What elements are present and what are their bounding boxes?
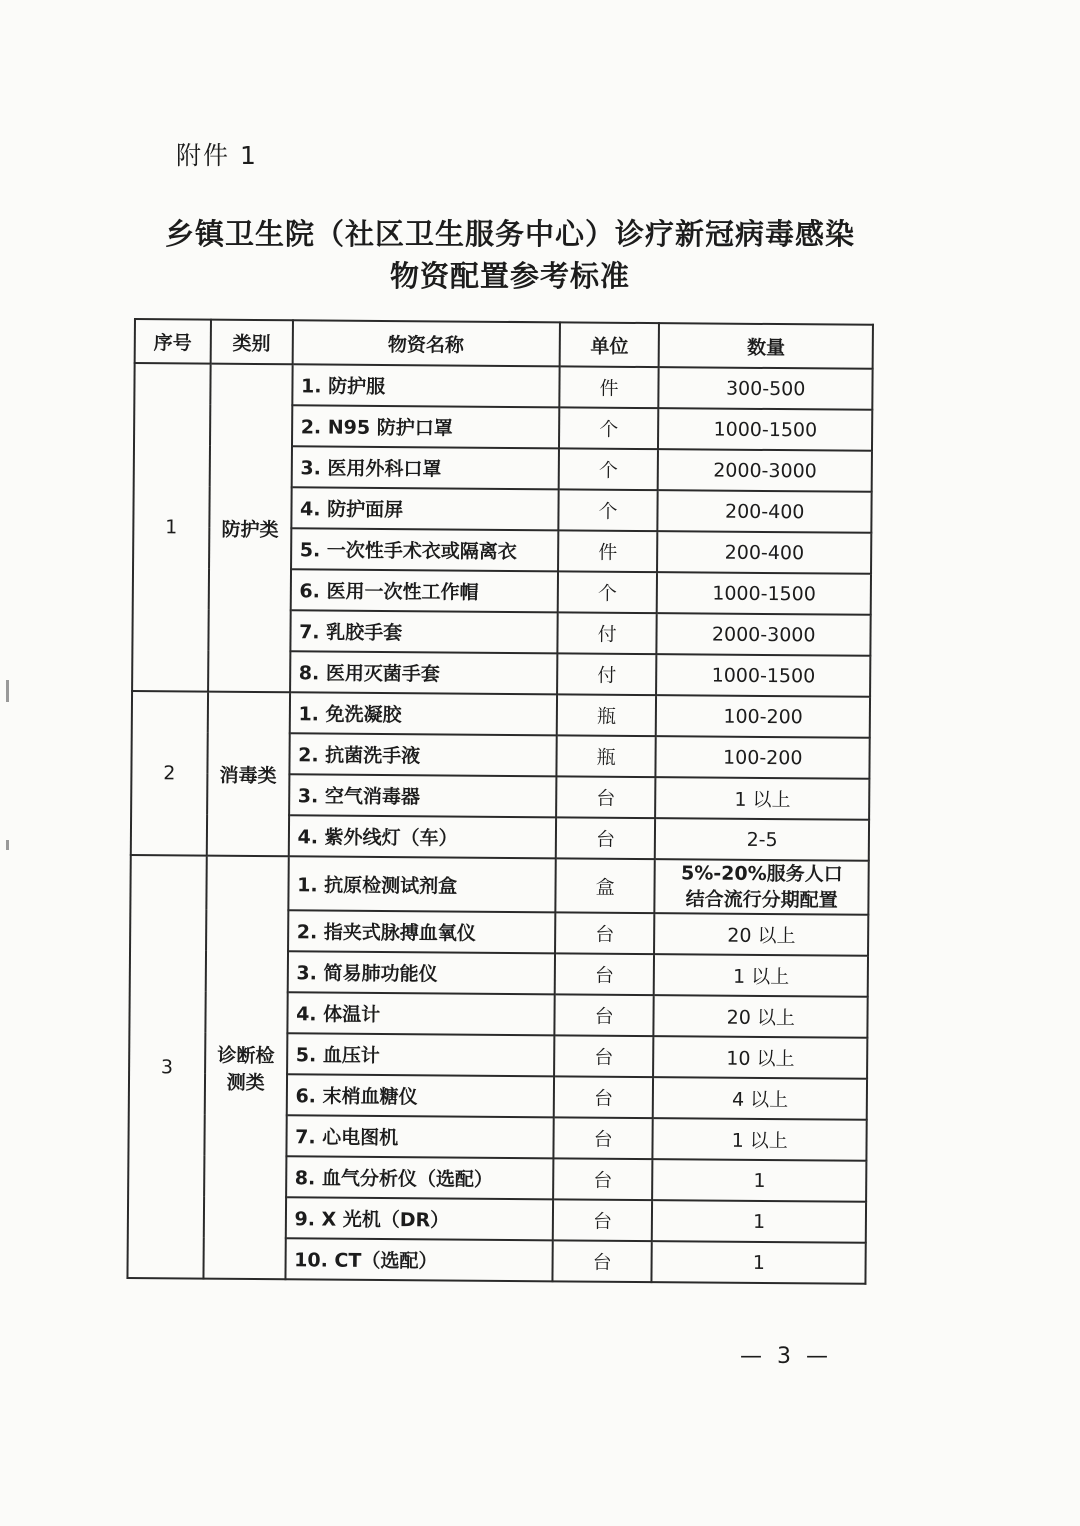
item-qty: 1 bbox=[652, 1200, 866, 1243]
item-qty: 1000-1500 bbox=[658, 408, 872, 451]
materials-table bbox=[126, 318, 874, 1285]
item-qty-line1: 5%-20%服务人口 bbox=[680, 862, 843, 886]
item-unit: 个 bbox=[559, 407, 659, 449]
document-title-line2: 物资配置参考标准 bbox=[389, 259, 630, 293]
item-unit: 付 bbox=[557, 612, 657, 654]
item-unit: 台 bbox=[553, 1158, 653, 1200]
item-unit: 瓶 bbox=[556, 735, 656, 777]
item-qty: 20 以上 bbox=[654, 913, 868, 956]
item-name: 8. 医用灭菌手套 bbox=[290, 651, 557, 694]
item-qty: 2000-3000 bbox=[657, 613, 871, 656]
item-unit: 台 bbox=[556, 776, 656, 818]
item-unit: 台 bbox=[554, 994, 654, 1036]
header-name: 物资名称 bbox=[292, 320, 560, 366]
item-name: 2. N95 防护口罩 bbox=[292, 405, 559, 448]
group-category: 诊断检测类 bbox=[203, 856, 288, 1280]
table-row bbox=[134, 363, 872, 410]
item-name: 2. 指夹式脉搏血氧仪 bbox=[288, 910, 555, 953]
header-no: 序号 bbox=[135, 319, 211, 364]
item-qty: 100-200 bbox=[656, 736, 870, 779]
item-name: 7. 心电图机 bbox=[286, 1115, 553, 1158]
item-qty: 200-400 bbox=[657, 531, 871, 574]
item-name: 6. 医用一次性工作帽 bbox=[290, 569, 557, 612]
item-qty: 100-200 bbox=[656, 695, 870, 738]
item-name: 3. 空气消毒器 bbox=[289, 774, 556, 817]
item-unit: 个 bbox=[557, 571, 657, 613]
item-qty: 1 以上 bbox=[653, 1118, 867, 1161]
item-name: 3. 简易肺功能仪 bbox=[287, 951, 554, 994]
item-unit: 瓶 bbox=[557, 694, 657, 736]
item-name: 4. 体温计 bbox=[287, 992, 554, 1035]
item-qty: 20 以上 bbox=[654, 995, 868, 1038]
item-unit: 台 bbox=[552, 1240, 652, 1282]
item-qty-line2: 结合流行分期配置 bbox=[685, 888, 838, 912]
item-name: 10. CT（选配） bbox=[285, 1238, 552, 1281]
item-name: 6. 末梢血糖仪 bbox=[286, 1074, 553, 1117]
item-name: 4. 紫外线灯（车） bbox=[288, 815, 555, 858]
item-qty: 300-500 bbox=[659, 367, 873, 410]
item-qty: 2-5 bbox=[655, 818, 869, 861]
item-qty bbox=[655, 859, 869, 915]
group-number: 2 bbox=[131, 691, 208, 856]
item-unit: 台 bbox=[553, 1117, 653, 1159]
item-name: 5. 一次性手术衣或隔离衣 bbox=[291, 528, 558, 571]
item-qty: 1 以上 bbox=[656, 777, 870, 820]
item-unit: 台 bbox=[554, 953, 654, 995]
item-qty: 1000-1500 bbox=[657, 654, 871, 697]
item-name: 3. 医用外科口罩 bbox=[291, 446, 558, 489]
item-qty: 1 以上 bbox=[654, 954, 868, 997]
item-unit: 台 bbox=[556, 817, 656, 859]
table-header-row bbox=[135, 319, 873, 369]
item-qty: 1 bbox=[652, 1241, 866, 1284]
header-category: 类别 bbox=[210, 320, 292, 365]
item-unit: 盒 bbox=[555, 858, 655, 913]
item-qty: 10 以上 bbox=[654, 1036, 868, 1079]
item-unit: 个 bbox=[558, 489, 658, 531]
item-qty: 200-400 bbox=[658, 490, 872, 533]
attachment-label: 附件 1 bbox=[176, 141, 258, 170]
item-qty: 1000-1500 bbox=[657, 572, 871, 615]
document-title-line1: 乡镇卫生院（社区卫生服务中心）诊疗新冠病毒感染 bbox=[164, 217, 855, 251]
item-name: 4. 防护面屏 bbox=[291, 487, 558, 530]
item-unit: 台 bbox=[554, 1035, 654, 1077]
item-unit: 件 bbox=[559, 366, 659, 408]
item-name: 2. 抗菌洗手液 bbox=[289, 733, 556, 776]
item-unit: 个 bbox=[558, 448, 658, 490]
group-number: 1 bbox=[132, 363, 210, 692]
item-unit: 件 bbox=[558, 530, 658, 572]
item-unit: 台 bbox=[553, 1199, 653, 1241]
item-name: 8. 血气分析仪（选配） bbox=[286, 1156, 553, 1199]
table-row bbox=[130, 855, 868, 915]
group-number: 3 bbox=[127, 855, 206, 1279]
item-name: 1. 免洗凝胶 bbox=[289, 692, 556, 735]
item-name: 9. X 光机（DR） bbox=[285, 1197, 552, 1240]
item-unit: 台 bbox=[555, 912, 655, 954]
item-name: 7. 乳胶手套 bbox=[290, 610, 557, 653]
header-qty: 数量 bbox=[659, 323, 873, 369]
item-name: 1. 防护服 bbox=[292, 364, 559, 407]
item-qty: 2000-3000 bbox=[658, 449, 872, 492]
header-unit: 单位 bbox=[559, 322, 659, 367]
item-name: 1. 抗原检测试剂盒 bbox=[288, 856, 556, 912]
item-unit: 付 bbox=[557, 653, 657, 695]
scan-artifact-mark bbox=[6, 840, 9, 850]
page-number: — 3 — bbox=[740, 1344, 832, 1369]
item-qty: 4 以上 bbox=[653, 1077, 867, 1120]
group-category: 消毒类 bbox=[207, 692, 290, 857]
item-name: 5. 血压计 bbox=[287, 1033, 554, 1076]
table-row bbox=[132, 691, 870, 738]
item-qty: 1 bbox=[653, 1159, 867, 1202]
group-category: 防护类 bbox=[208, 364, 292, 693]
scan-artifact-mark bbox=[6, 680, 9, 702]
item-unit: 台 bbox=[554, 1076, 654, 1118]
